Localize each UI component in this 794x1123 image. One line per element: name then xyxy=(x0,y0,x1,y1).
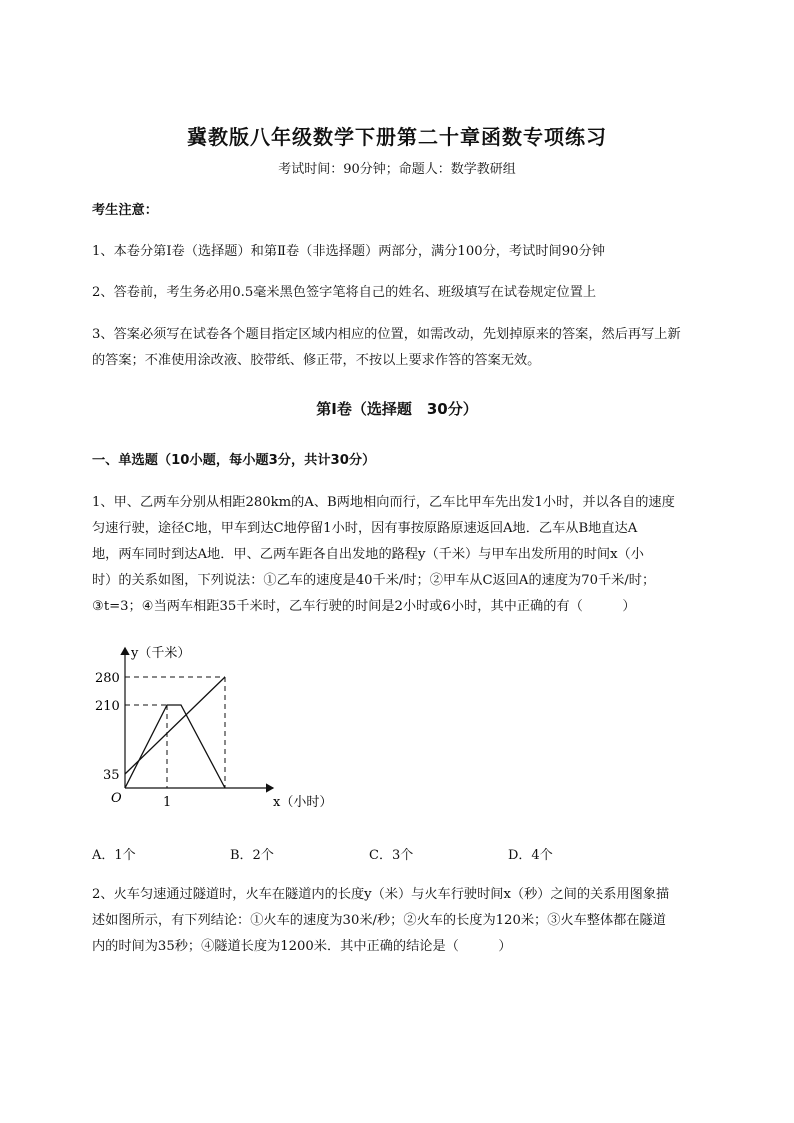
notice-item-3-line-1: 3、答案必须写在试卷各个题目指定区域内相应的位置，如需改动，先划掉原来的答案，然后再写上新 xyxy=(92,327,681,342)
q1-line-4: 时）的关系如图，下列说法：①乙车的速度是40千米/时；②甲车从C返回A的速度为70千米/时； xyxy=(92,573,656,588)
q1-option-d[interactable]: D．4个 xyxy=(508,848,553,863)
q2-line-3: 内的时间为35秒；④隧道长度为1200米．其中正确的结论是（ ） xyxy=(92,939,512,954)
car-a-line xyxy=(125,705,225,788)
q1-option-a[interactable]: A．1个 xyxy=(92,848,136,863)
q2-line-1: 2、火车匀速通过隧道时，火车在隧道内的长度y（米）与火车行驶时间x（秒）之间的关系用图象描 xyxy=(92,887,670,902)
document-title: 冀教版八年级数学下册第二十章函数专项练习 xyxy=(187,125,607,149)
q1-line-3: 地，两车同时到达A地．甲、乙两车距各自出发地的路程y（千米）与甲车出发所用的时间x（小 xyxy=(92,547,644,562)
notice-heading: 考生注意： xyxy=(92,203,158,218)
q1-option-b[interactable]: B．2个 xyxy=(230,848,274,863)
part-1-title: 第I卷（选择题 30分） xyxy=(316,400,478,418)
notice-item-2: 2、答卷前，考生务必用0.5毫米黑色签字笔将自己的姓名、班级填写在试卷规定位置上 xyxy=(92,285,597,300)
y-tick-35: 35 xyxy=(103,768,120,783)
y-axis-label: y（千米） xyxy=(131,646,191,661)
notice-item-3-line-2: 的答案；不准使用涂改液、胶带纸、修正带，不按以上要求作答的答案无效。 xyxy=(92,353,541,368)
x-axis-label: x（小时） xyxy=(273,795,333,810)
origin-label: O xyxy=(111,791,122,806)
notice-item-1: 1、本卷分第I卷（选择题）和第Ⅱ卷（非选择题）两部分，满分100分，考试时间90分钟 xyxy=(92,244,605,259)
y-tick-210: 210 xyxy=(95,699,120,714)
document-subtitle: 考试时间：90分钟；命题人：数学教研组 xyxy=(278,162,516,177)
q2-line-2: 述如图所示，有下列结论：①火车的速度为30米/秒；②火车的长度为120米；③火车整体都在隧道 xyxy=(92,913,666,928)
q1-line-1: 1、甲、乙两车分别从相距280km的A、B两地相向而行，乙车比甲车先出发1小时，并以各自的速度 xyxy=(92,495,675,510)
x-tick-1: 1 xyxy=(163,795,172,810)
q1-option-c[interactable]: C．3个 xyxy=(369,848,414,863)
section-1-heading: 一、单选题（10小题，每小题3分，共计30分） xyxy=(92,453,376,468)
q1-line-2: 匀速行驶，途径C地，甲车到达C地停留1小时，因有事按原路原速返回A地．乙车从B地直达A xyxy=(92,521,638,536)
q1-line-5: ③t=3；④当两车相距35千米时，乙车行驶的时间是2小时或6小时，其中正确的有（ ） xyxy=(92,599,636,614)
y-tick-280: 280 xyxy=(95,671,120,686)
q1-graph xyxy=(95,640,375,820)
